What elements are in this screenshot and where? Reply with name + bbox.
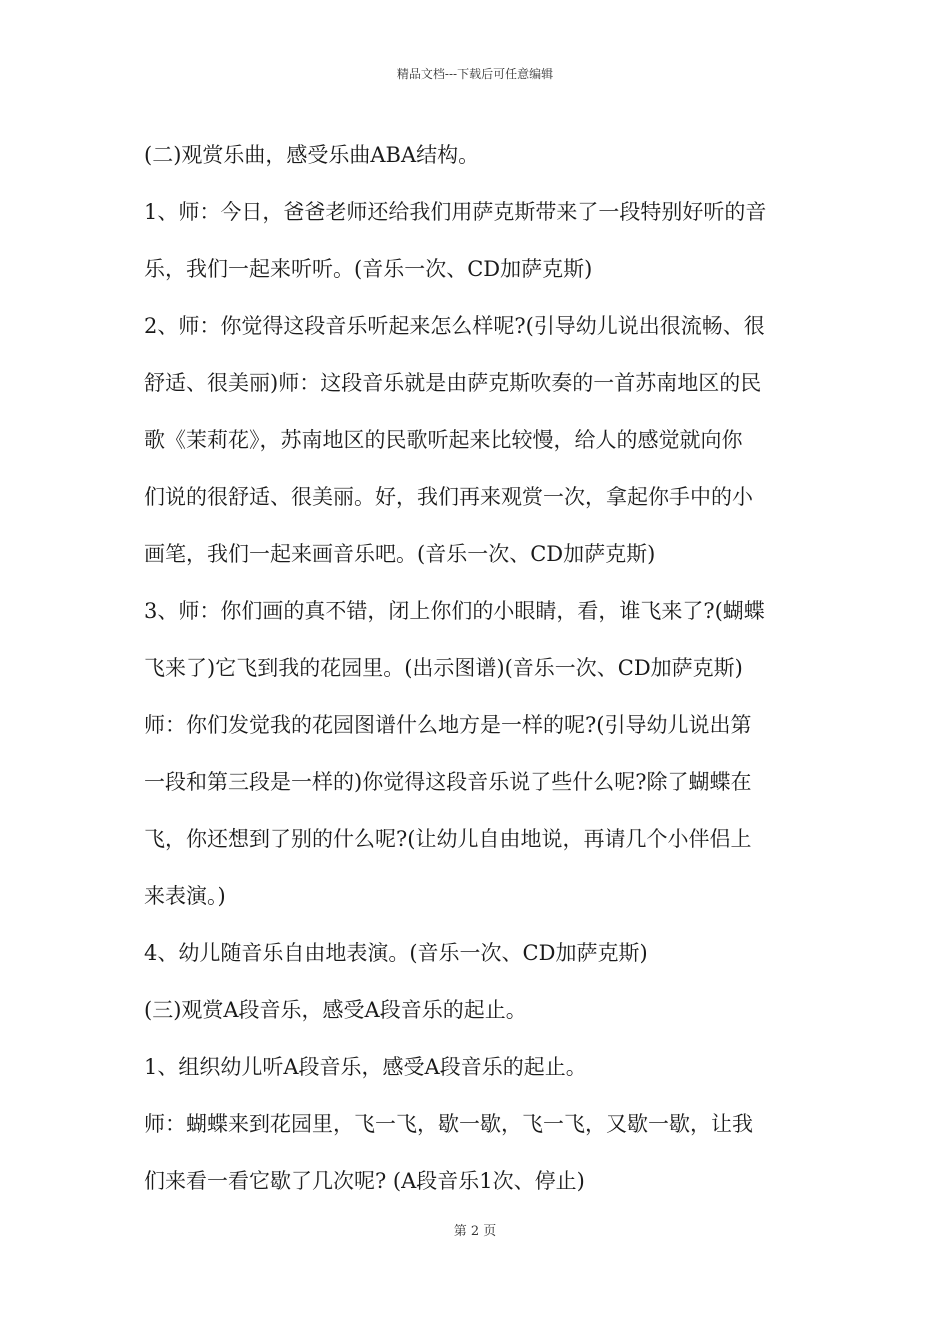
text-line: 舒适、很美丽)师：这段音乐就是由萨克斯吹奏的一首苏南地区的民 [144, 371, 762, 395]
text-line: 飞，你还想到了别的什么呢?(让幼儿自由地说，再请几个小伴侣上 [144, 827, 752, 851]
text-line: (二)观赏乐曲，感受乐曲ABA结构。 [144, 143, 480, 167]
text-line: 歌《茉莉花》，苏南地区的民歌听起来比较慢，给人的感觉就向你 [144, 428, 743, 452]
text-line: 一段和第三段是一样的)你觉得这段音乐说了些什么呢?除了蝴蝶在 [144, 770, 752, 794]
text-line: 3、师：你们画的真不错，闭上你们的小眼睛，看，谁飞来了?(蝴蝶 [144, 599, 765, 623]
text-line: 师：蝴蝶来到花园里，飞一飞，歇一歇，飞一飞，又歇一歇，让我 [144, 1112, 753, 1136]
text-line: 1、组织幼儿听A段音乐，感受A段音乐的起止。 [144, 1055, 587, 1079]
text-line: 4、幼儿随音乐自由地表演。(音乐一次、CD加萨克斯) [144, 941, 648, 965]
text-line: 2、师：你觉得这段音乐听起来怎么样呢?(引导幼儿说出很流畅、很 [144, 314, 765, 338]
page-header: 精品文档---下载后可任意编辑 [396, 67, 554, 81]
text-line: 乐，我们一起来听听。(音乐一次、CD加萨克斯) [144, 257, 593, 281]
text-line: 师：你们发觉我的花园图谱什么地方是一样的呢?(引导幼儿说出第 [144, 713, 752, 737]
text-line: 1、师：今日，爸爸老师还给我们用萨克斯带来了一段特别好听的音 [144, 200, 767, 224]
text-line: (三)观赏A段音乐，感受A段音乐的起止。 [144, 998, 527, 1022]
text-line: 们说的很舒适、很美丽。好，我们再来观赏一次，拿起你手中的小 [144, 485, 753, 509]
text-line: 画笔，我们一起来画音乐吧。(音乐一次、CD加萨克斯) [144, 542, 656, 566]
document-body [144, 127, 814, 1210]
text-line: 飞来了)它飞到我的花园里。(出示图谱)(音乐一次、CD加萨克斯) [144, 656, 743, 680]
text-line: 来表演。) [144, 884, 226, 908]
text-line: 们来看一看它歇了几次呢? (A段音乐1次、停止) [144, 1169, 585, 1193]
page-number: 第 2 页 [453, 1224, 497, 1239]
